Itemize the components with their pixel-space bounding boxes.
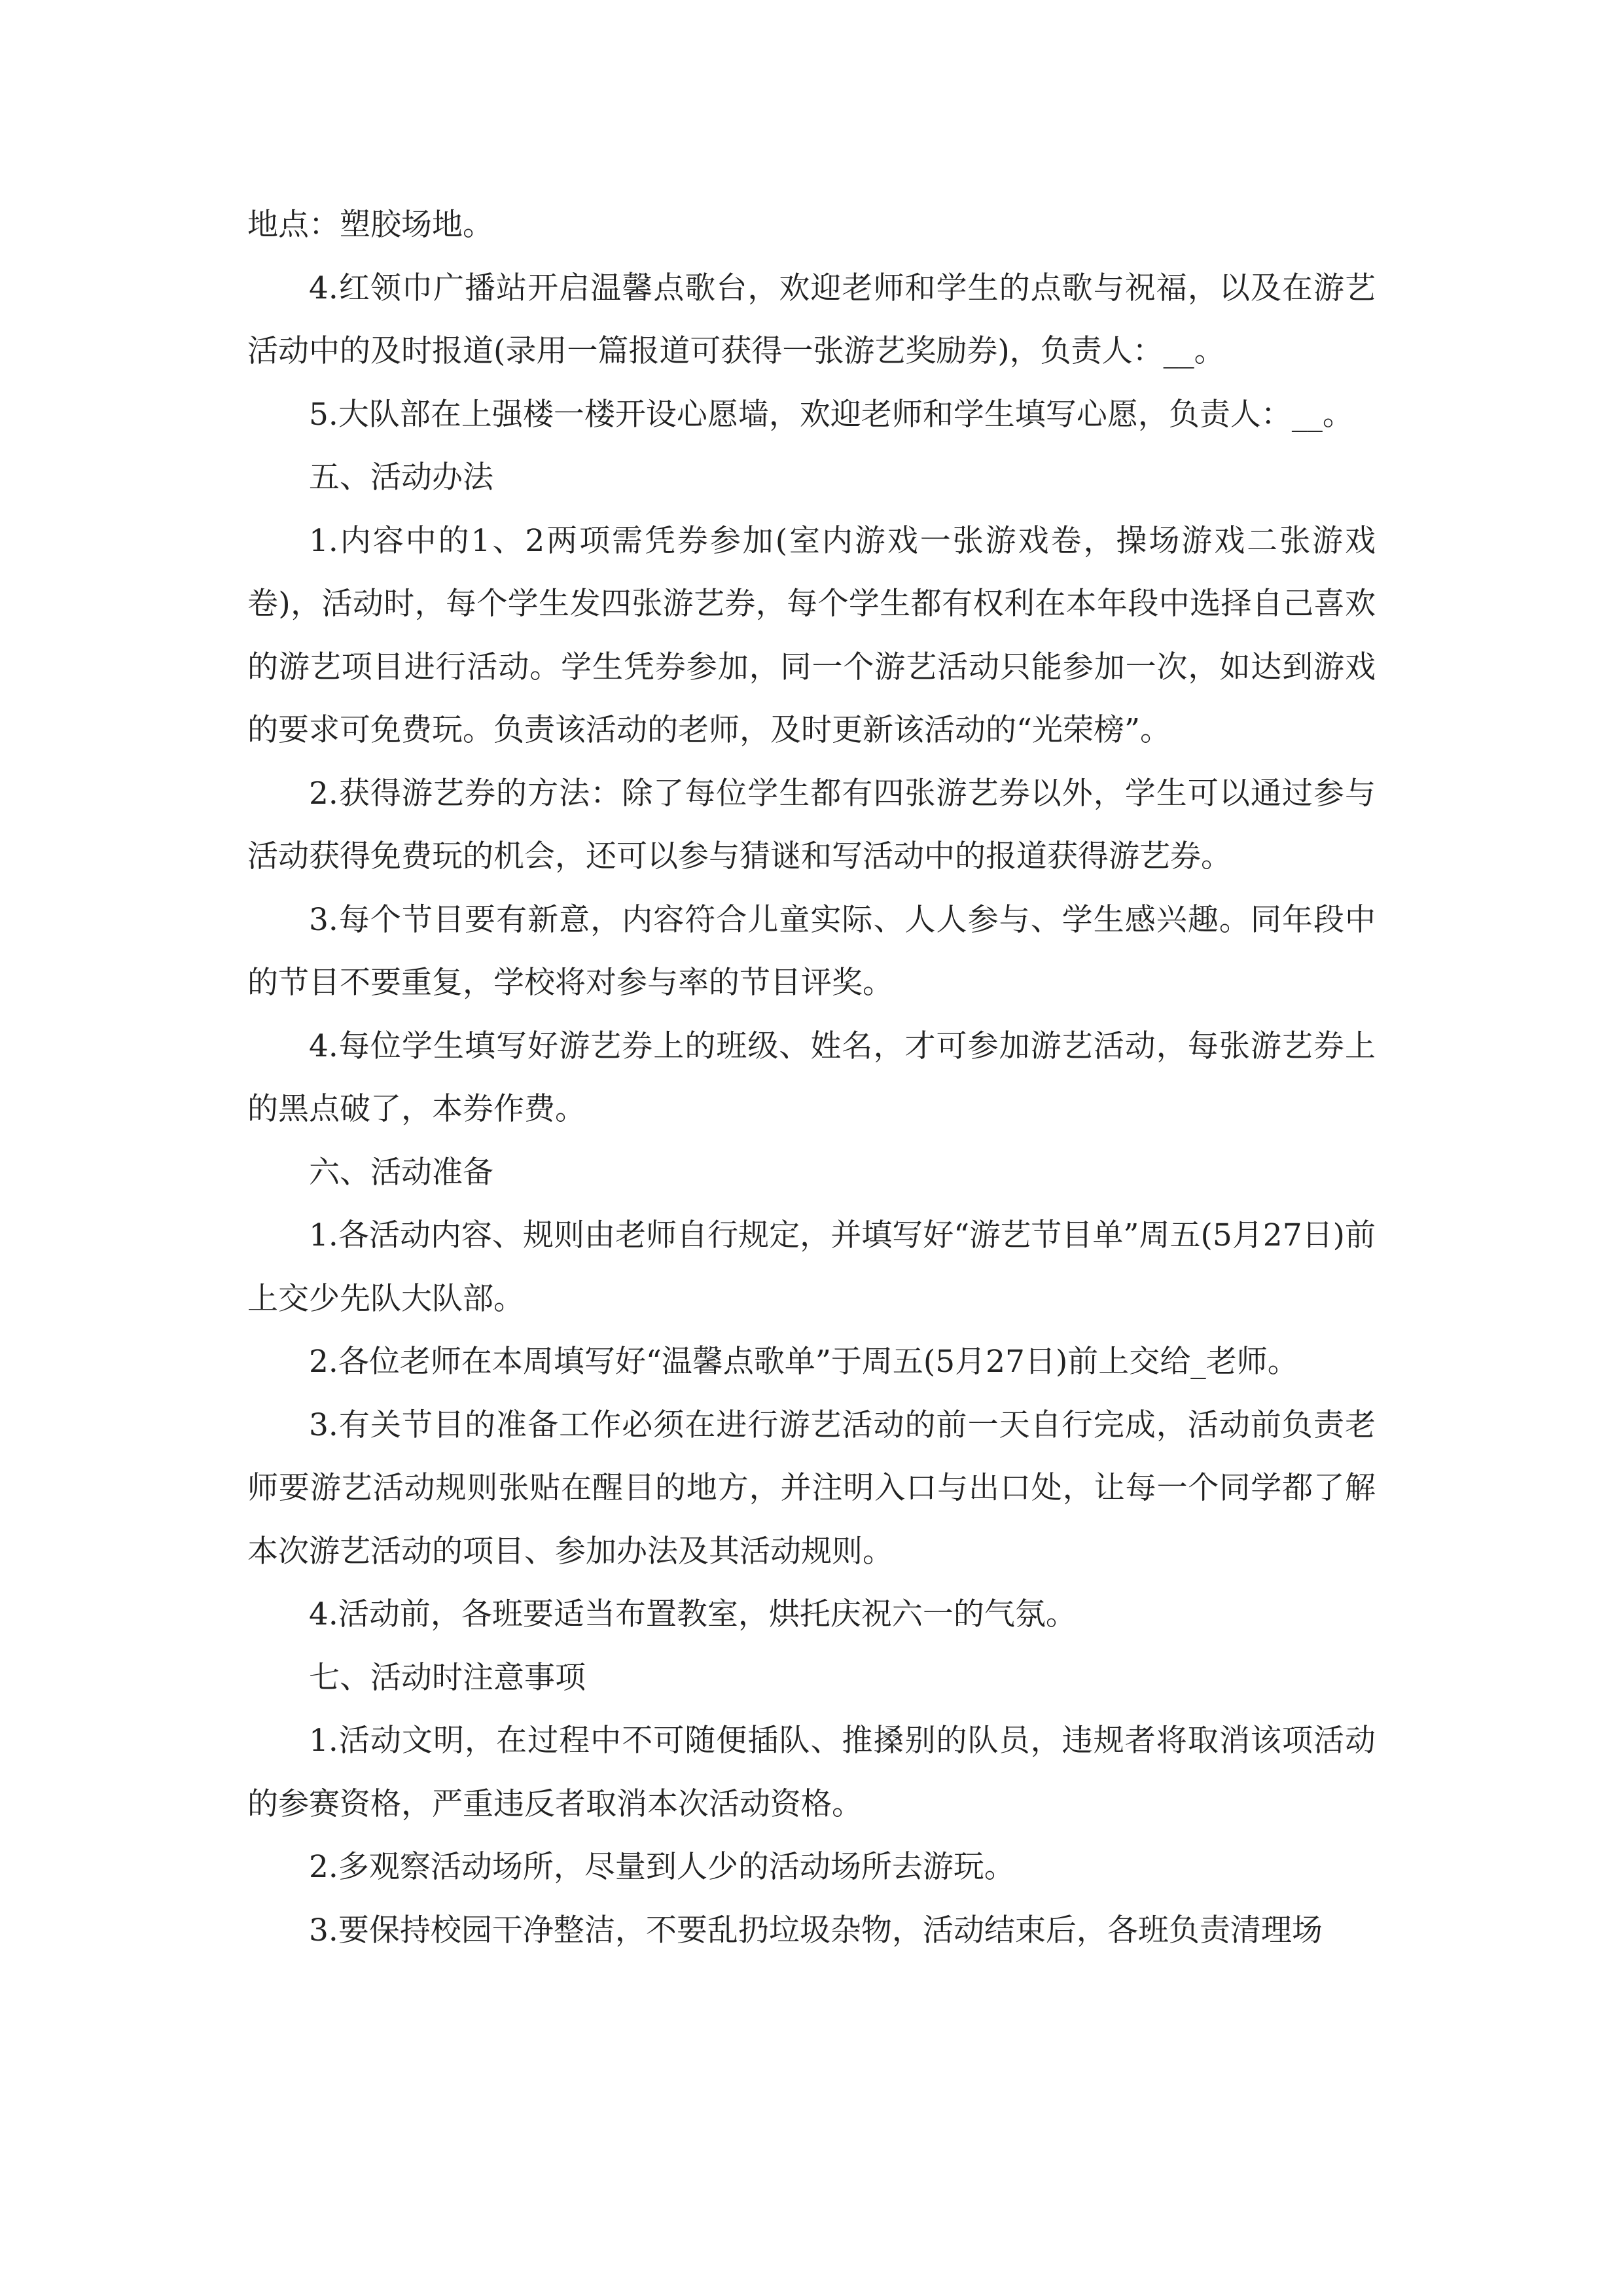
paragraph: 1.各活动内容、规则由老师自行规定，并填写好“游艺节目单”周五(5月27日)前上交少先队大队部。 [247,1217,1376,1317]
paragraph: 六、活动准备 [309,1154,493,1191]
paragraph: 5.大队部在上强楼一楼开设心愿墙，欢迎老师和学生填写心愿，负责人：__。 [309,396,1353,433]
paragraph: 4.活动前，各班要适当布置教室，烘托庆祝六一的气氛。 [309,1596,1077,1632]
paragraph: 2.各位老师在本周填写好“温馨点歌单”于周五(5月27日)前上交给_老师。 [309,1344,1298,1380]
paragraph: 3.有关节目的准备工作必须在进行游艺活动的前一天自行完成，活动前负责老师要游艺活动规则张贴在醒目的地方，并注明入口与出口处，让每一个同学都了解本次游艺活动的项目、参加办法及其活动规则。 [247,1407,1376,1570]
paragraph: 4.每位学生填写好游艺券上的班级、姓名，才可参加游艺活动，每张游艺券上的黑点破了，本券作费。 [247,1028,1376,1127]
paragraph: 3.每个节目要有新意，内容符合儿童实际、人人参与、学生感兴趣。同年段中的节目不要重复，学校将对参与率的节目评奖。 [247,901,1376,1001]
paragraph: 3.要保持校园干净整洁，不要乱扔垃圾杂物，活动结束后，各班负责清理场 [309,1912,1323,1948]
paragraph: 七、活动时注意事项 [309,1659,586,1696]
paragraph: 2.获得游艺券的方法：除了每位学生都有四张游艺券以外，学生可以通过参与活动获得免费玩的机会，还可以参与猜谜和写活动中的报道获得游艺券。 [247,775,1376,874]
paragraph: 五、活动办法 [309,459,493,495]
paragraph: 地点：塑胶场地。 [247,207,493,243]
document-body [247,194,1376,1962]
paragraph: 4.红领巾广播站开启温馨点歌台，欢迎老师和学生的点歌与祝福，以及在游艺活动中的及时报道(录用一篇报道可获得一张游艺奖励券)，负责人：__。 [247,270,1376,369]
paragraph: 2.多观察活动场所，尽量到人少的活动场所去游玩。 [309,1849,1015,1885]
paragraph: 1.活动文明，在过程中不可随便插队、推搡别的队员，违规者将取消该项活动的参赛资格，严重违反者取消本次活动资格。 [247,1723,1376,1822]
paragraph: 1.内容中的1、2两项需凭券参加(室内游戏一张游戏卷，操场游戏二张游戏卷)，活动时，每个学生发四张游艺券，每个学生都有权利在本年段中选择自己喜欢的游艺项目进行活动。学生凭券参加，同一个游艺活动只能参加一次，如达到游戏的要求可免费玩。负责该活动的老师，及时更新该活动的“光荣榜”。 [247,522,1376,748]
